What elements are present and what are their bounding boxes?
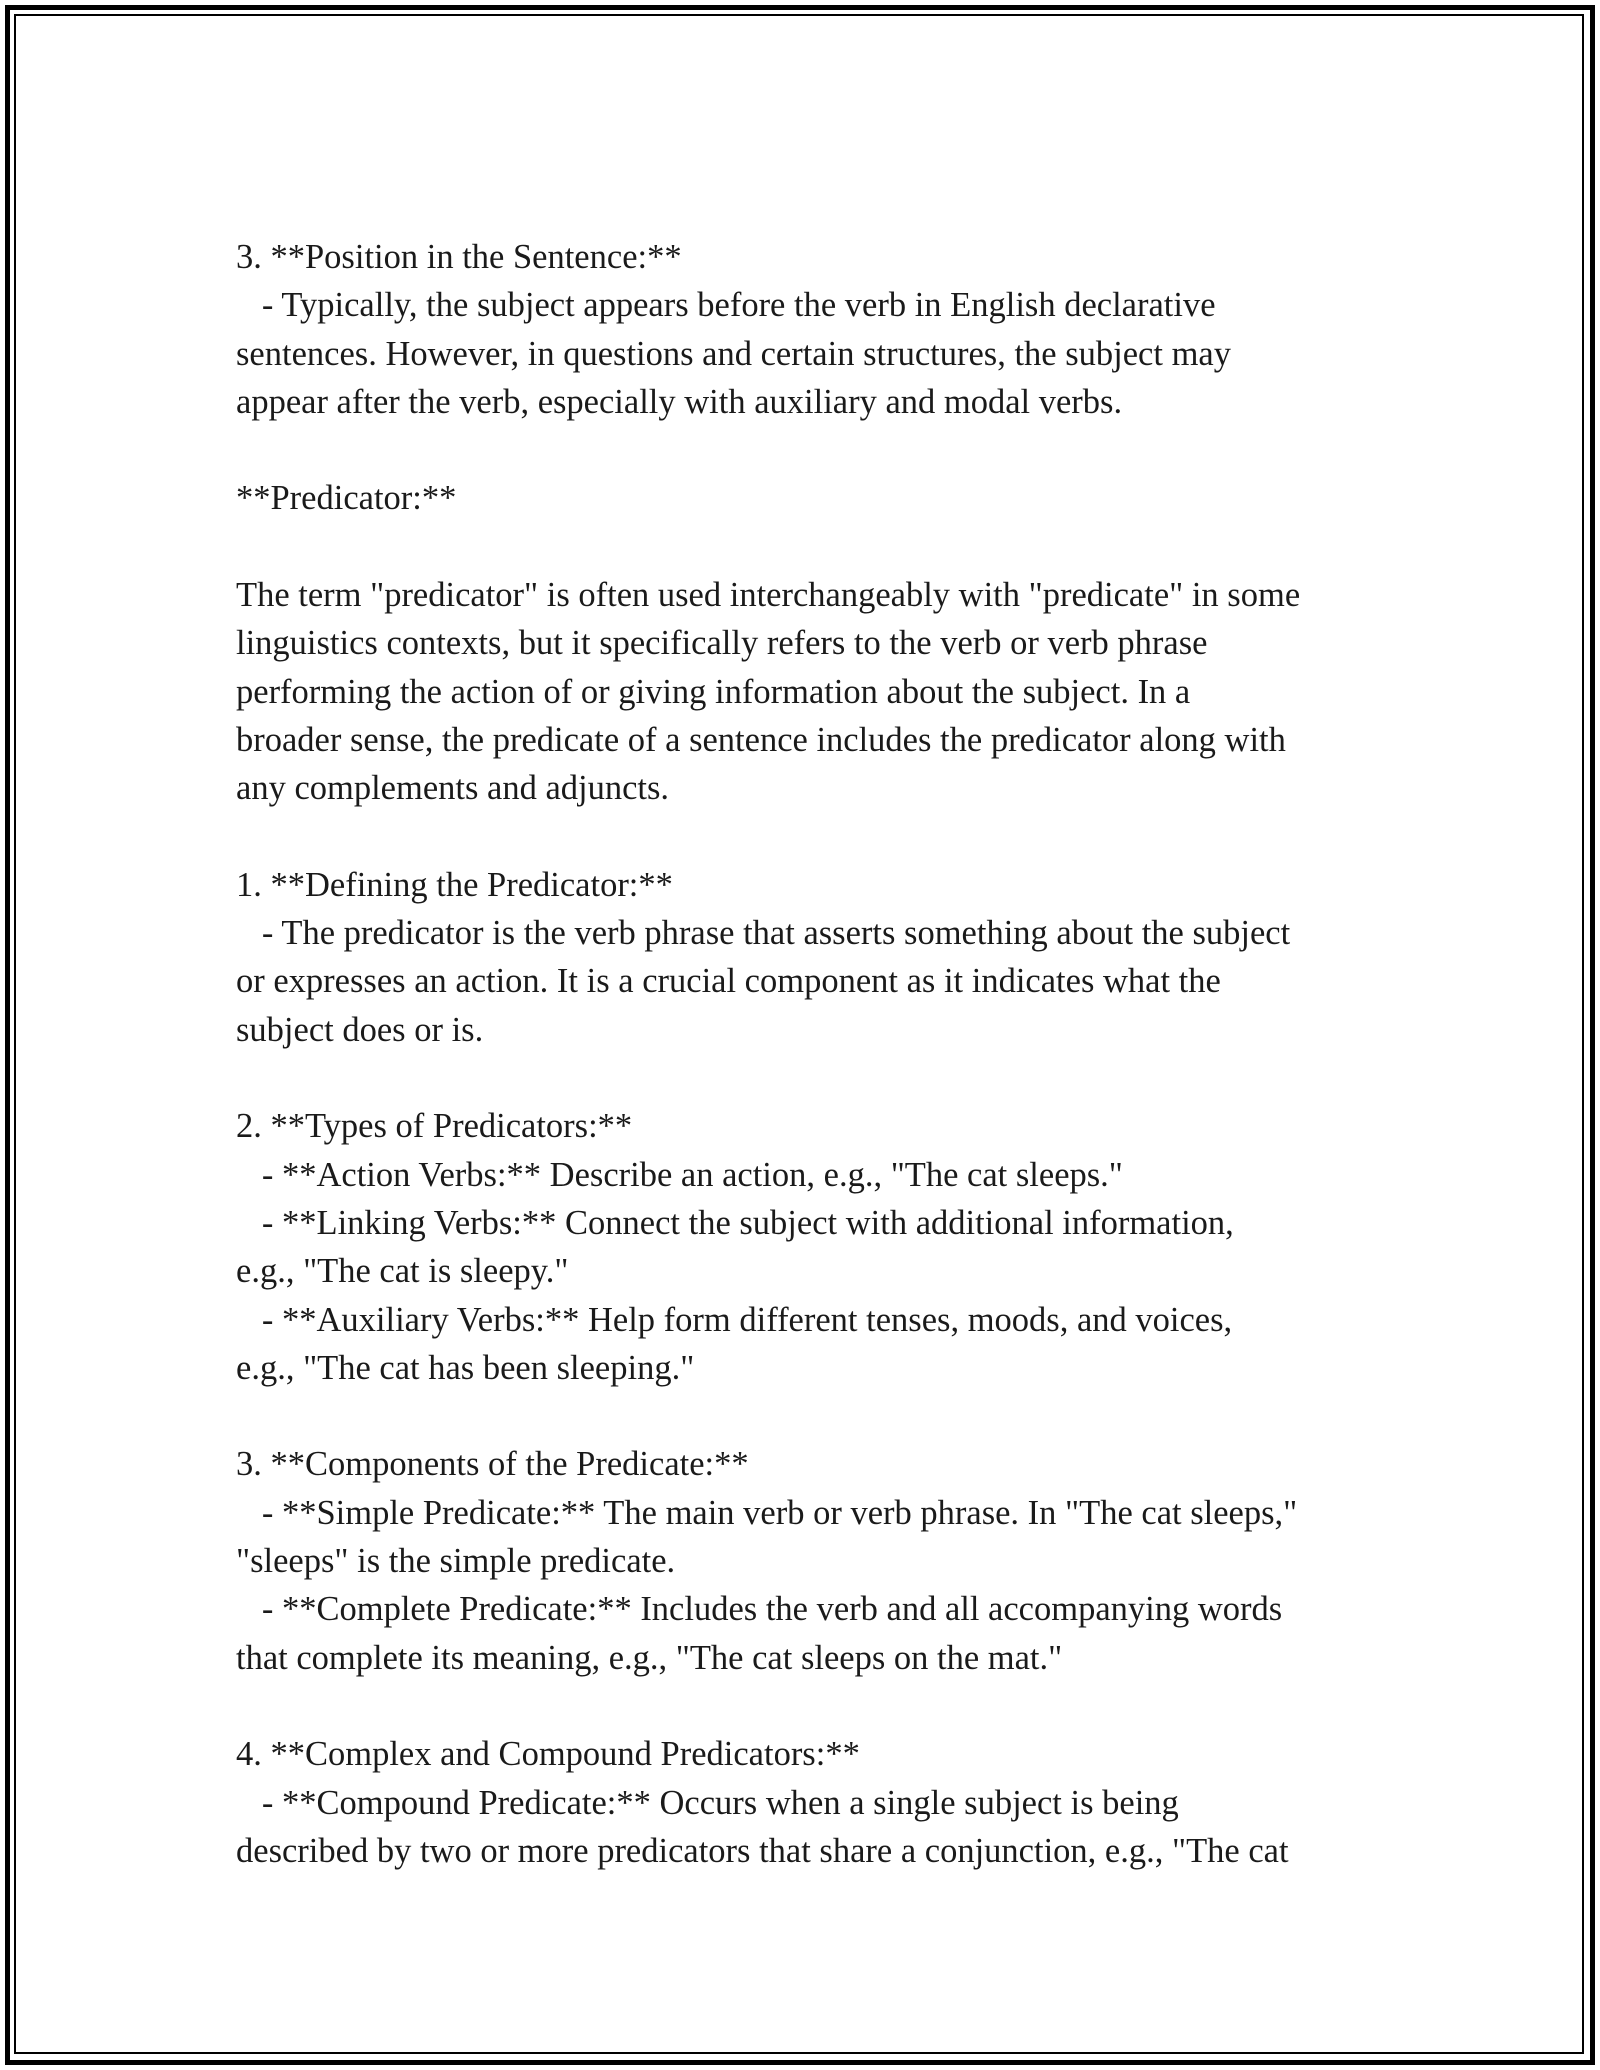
text-line: - **Complete Predicate:** Includes the verb and all accompanying words <box>236 1590 1283 1629</box>
text-line: or expresses an action. It is a crucial component as it indicates what the <box>236 962 1221 1001</box>
text-line: - **Auxiliary Verbs:** Help form different tenses, moods, and voices, <box>236 1300 1233 1339</box>
text-line: 2. **Types of Predicators:** <box>236 1107 633 1146</box>
text-line: 1. **Defining the Predicator:** <box>236 865 673 904</box>
text-line: broader sense, the predicate of a sentence includes the predicator along with <box>236 720 1286 759</box>
text-line: - Typically, the subject appears before the verb in English declarative <box>236 286 1216 325</box>
text-line: 3. **Components of the Predicate:** <box>236 1445 749 1484</box>
text-line: The term "predicator" is often used interchangeably with "predicate" in some <box>236 576 1301 615</box>
text-line: described by two or more predicators that share a conjunction, e.g., "The cat <box>236 1831 1289 1870</box>
section-heading: **Predicator:** <box>236 479 457 518</box>
text-line: performing the action of or giving information about the subject. In a <box>236 672 1191 711</box>
text-line: sentences. However, in questions and certain structures, the subject may <box>236 334 1231 373</box>
document-body <box>236 233 1386 1875</box>
blank-line <box>236 1054 1386 1102</box>
text-line: 4. **Complex and Compound Predicators:** <box>236 1735 860 1774</box>
blank-line <box>236 523 1386 571</box>
text-line: linguistics contexts, but it specifically refers to the verb or verb phrase <box>236 624 1208 663</box>
text-line: that complete its meaning, e.g., "The cat sleeps on the mat." <box>236 1638 1063 1677</box>
blank-line <box>236 1392 1386 1440</box>
text-line: appear after the verb, especially with auxiliary and modal verbs. <box>236 382 1123 421</box>
text-line: - **Linking Verbs:** Connect the subject with additional information, <box>236 1203 1234 1242</box>
text-line: - **Compound Predicate:** Occurs when a single subject is being <box>236 1783 1179 1822</box>
blank-line <box>236 426 1386 474</box>
text-line: e.g., "The cat is sleepy." <box>236 1252 569 1291</box>
text-line: - **Simple Predicate:** The main verb or verb phrase. In "The cat sleeps," <box>236 1493 1298 1532</box>
text-line: subject does or is. <box>236 1010 484 1049</box>
text-line: e.g., "The cat has been sleeping." <box>236 1348 695 1387</box>
text-line: any complements and adjuncts. <box>236 769 670 808</box>
text-line: - The predicator is the verb phrase that asserts something about the subject <box>236 914 1291 953</box>
text-line: - **Action Verbs:** Describe an action, e.g., "The cat sleeps." <box>236 1155 1123 1194</box>
blank-line <box>236 813 1386 861</box>
blank-line <box>236 1682 1386 1730</box>
text-line: "sleeps" is the simple predicate. <box>236 1542 676 1581</box>
text-line: 3. **Position in the Sentence:** <box>236 238 682 276</box>
